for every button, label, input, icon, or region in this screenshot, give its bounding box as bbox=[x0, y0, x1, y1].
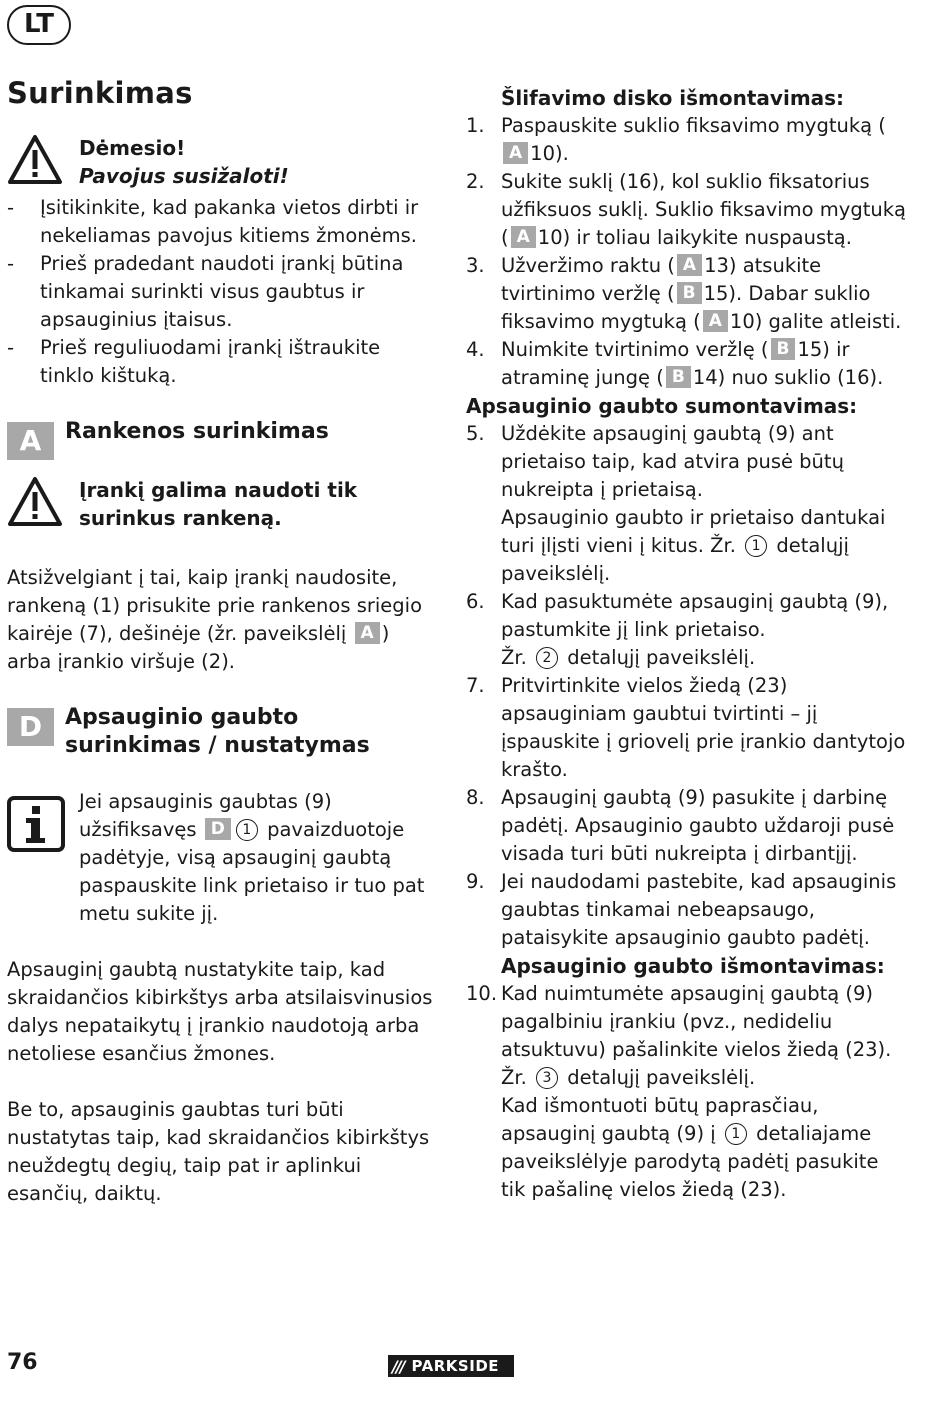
figure-tag: A bbox=[511, 226, 536, 248]
figure-tag: A bbox=[503, 142, 528, 164]
logo-mark: /// bbox=[392, 1356, 404, 1376]
handle-warning bbox=[7, 476, 439, 536]
figure-tag: A bbox=[355, 622, 380, 644]
list-item: 5. Uždėkite apsauginį gaubtą (9) ant prietaiso taip, kad atvira pusė būtų nukreipta į prietaisą. Apsauginio gaubto ir prietaiso dantukai turi įlįsti vieni į kitus. Žr. 1 detalųjį paveikslėlį. bbox=[466, 422, 886, 585]
section-title: Apsauginio gaubto surinkimas / nustatymas bbox=[65, 705, 370, 758]
detail-number: 1 bbox=[745, 535, 767, 557]
figure-tag: B bbox=[677, 282, 702, 304]
section-a-heading bbox=[7, 418, 439, 466]
steps-list bbox=[466, 420, 906, 1204]
info-icon bbox=[7, 796, 65, 856]
warning-line: surinkus rankeną. bbox=[79, 506, 282, 530]
list-item: 10. Kad nuimtumėte apsauginį gaubtą (9) pagalbiniu įrankiu (pvz., nedideliu atsuktuvu) pašalinkite vielos žiedą (23). Žr. 3 detalųjį paveikslėlį. Kad išmontuoti būtų paprasčiau, apsauginį gaubtą (9) į 1 detaliajame paveikslėlyje parodytą padėtį pasukite tik pašalinę vielos žiedą (23). bbox=[466, 982, 892, 1201]
section-title: Rankenos surinkimas bbox=[65, 419, 329, 444]
list-item: - Įsitikinkite, kad pakanka vietos dirbti ir nekeliamas pavojus kitiems žmonėms. bbox=[7, 194, 439, 250]
detail-number: 1 bbox=[725, 1123, 747, 1145]
figure-tag: B bbox=[771, 338, 796, 360]
list-item: 1. Paspauskite suklio fiksavimo mygtuką (A 10). bbox=[466, 114, 886, 165]
section-badge: A bbox=[7, 422, 54, 460]
warning-heading: Dėmesio! bbox=[79, 136, 186, 160]
page-number: 76 bbox=[7, 1350, 38, 1375]
figure-tag: D bbox=[205, 818, 231, 840]
logo-text: PARKSIDE bbox=[411, 1357, 500, 1375]
list-item: 2. Sukite suklį (16), kol suklio fiksatorius užfiksuos suklį. Suklio fiksavimo mygtuką ( A 10) ir toliau laikykite nuspaustą. bbox=[466, 170, 906, 249]
right-column bbox=[466, 84, 906, 1204]
danger-warning bbox=[7, 134, 439, 194]
figure-tag: B bbox=[666, 366, 691, 388]
figure-tag: A bbox=[677, 254, 702, 276]
page-title: Surinkimas bbox=[7, 76, 193, 110]
warning-triangle-icon bbox=[7, 134, 63, 190]
list-item: 6. Kad pasuktumėte apsauginį gaubtą (9), pastumkite jį link prietaiso. Žr. 2 detalųjį paveikslėlį. bbox=[466, 590, 889, 669]
detail-number: 1 bbox=[236, 819, 258, 841]
warning-triangle-icon bbox=[7, 476, 63, 532]
section-badge: D bbox=[7, 708, 54, 746]
warning-line: Įrankį galima naudoti tik bbox=[79, 478, 358, 502]
safety-list bbox=[7, 194, 439, 390]
handle-paragraph: Atsižvelgiant į tai, kaip įrankį naudosite, rankeną (1) prisukite prie rankenos sriegio kairėje (7), dešinėje (žr. paveikslėlį A ) arba įrankio viršuje (2). bbox=[7, 566, 423, 673]
warning-subheading: Pavojus susižaloti! bbox=[79, 164, 289, 188]
language-badge: LT bbox=[7, 5, 71, 45]
list-item: 8. Apsauginį gaubtą (9) pasukite į darbinę padėtį. Apsauginio gaubto uždaroji pusė visada turi būti nukreipta į dirbantįjį. bbox=[466, 786, 895, 865]
parkside-logo bbox=[388, 1355, 514, 1377]
section-d-heading bbox=[7, 704, 439, 760]
detail-number: 2 bbox=[536, 647, 558, 669]
paragraph: Be to, apsauginis gaubtas turi būti nustatytas taip, kad skraidančios kibirkštys neuždegtų degių, taip pat ir aplinkui esančių, daiktų. bbox=[7, 1098, 430, 1205]
detail-number: 3 bbox=[536, 1067, 558, 1089]
subheading: Apsauginio gaubto išmontavimas: bbox=[501, 954, 885, 978]
list-item: 9. Jei naudodami pastebite, kad apsauginis gaubtas tinkamai nebeapsaugo, pataisykite apsauginio gaubto padėtį. Apsauginio gaubto išmontavimas: bbox=[466, 868, 906, 980]
left-column bbox=[7, 76, 439, 1208]
paragraph: Apsauginį gaubtą nustatykite taip, kad skraidančios kibirkštys arba atsilaisvinusios dalys nepataikytų į įrankio naudotoją arba netoliese esančius žmones. bbox=[7, 958, 433, 1065]
list-item: - Prieš pradedant naudoti įrankį būtina tinkamai surinkti visus gaubtus ir apsauginius įtaisus. bbox=[7, 250, 439, 334]
subheading: Šlifavimo disko išmontavimas: bbox=[501, 86, 845, 110]
list-item: 3. Užveržimo raktu ( A 13) atsukite tvirtinimo veržlę ( B 15). Dabar suklio fiksavimo mygtuką ( A 10) galite atleisti. bbox=[466, 254, 902, 333]
list-item: - Prieš reguliuodami įrankį ištraukite tinklo kištuką. bbox=[7, 334, 439, 390]
figure-tag: A bbox=[703, 310, 728, 332]
steps-list bbox=[466, 112, 906, 392]
info-note: Jei apsauginis gaubtas (9) užsifiksavęs D 1 pavaizduotoje padėtyje, visą apsauginį gaubtą paspauskite link prietaiso ir tuo pat metu sukite jį. bbox=[7, 788, 439, 928]
list-item: 7. Pritvirtinkite vielos žiedą (23) apsauginiam gaubtui tvirtinti – jį įspauskite į griovelį prie įrankio dantytojo krašto. bbox=[466, 674, 906, 781]
subheading: Apsauginio gaubto sumontavimas: bbox=[466, 394, 858, 418]
list-item: 4. Nuimkite tvirtinimo veržlę ( B 15) ir atraminę jungę ( B 14) nuo suklio (16). bbox=[466, 338, 884, 389]
